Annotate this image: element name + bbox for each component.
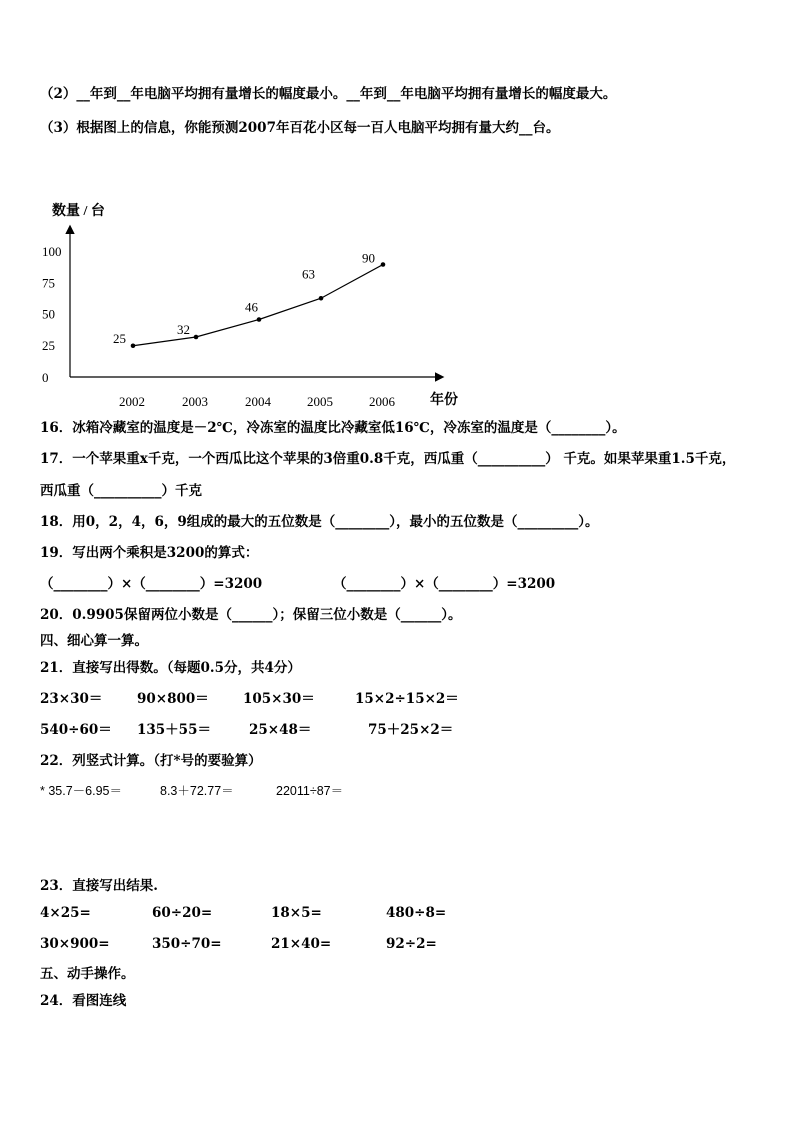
y-tick-label: 75 (42, 275, 55, 291)
x-tick-label: 2005 (307, 394, 333, 409)
question-23: 23．直接写出结果. (40, 878, 158, 894)
question-19: 19．写出两个乘积是3200的算式： (40, 545, 259, 561)
section-5-heading: 五、动手操作。 (40, 966, 135, 982)
q23-item: 60÷20= (152, 905, 213, 921)
data-point (257, 317, 262, 322)
q23-item: 21×40= (271, 936, 332, 952)
data-label: 46 (245, 299, 258, 315)
q21-item: 25×48＝ (249, 722, 312, 738)
data-label: 25 (113, 330, 126, 346)
x-tick-label: 2003 (182, 394, 208, 409)
question-22: 22．列竖式计算。（打*号的要验算） (40, 753, 262, 769)
q22-item: * 35.7－6.95＝ (40, 784, 122, 798)
question-17-line-2: 西瓜重（__________）千克 (40, 483, 202, 499)
question-24: 24．看图连线 (40, 993, 127, 1009)
data-point (131, 343, 136, 348)
x-axis-label: 年份 (430, 393, 458, 408)
x-tick-label: 2004 (245, 394, 271, 409)
q21-item: 23×30＝ (40, 691, 103, 707)
q22-item: 22011÷87＝ (276, 784, 344, 798)
series-line (133, 265, 383, 346)
q22-item: 8.3＋72.77＝ (160, 784, 234, 798)
question-19-expression-1: （________）×（________）=3200 (40, 576, 263, 592)
question-part-2: （2）__年到__年电脑平均拥有量增长的幅度最小。__年到__年电脑平均拥有量增长的幅度最大。 (40, 86, 617, 102)
question-17-line-1: 17．一个苹果重x千克，一个西瓜比这个苹果的3倍重0.8千克，西瓜重（__________） 千克。如果苹果重1.5千克， (40, 451, 736, 467)
q23-item: 18×5= (271, 905, 322, 921)
data-point (194, 335, 199, 340)
y-tick-label: 0 (42, 370, 49, 385)
question-18: 18．用0，2，4，6，9组成的最大的五位数是（________），最小的五位数是（_________）。 (40, 514, 599, 530)
question-16: 16．冰箱冷藏室的温度是－2℃，冷冻室的温度比冷藏室低16℃，冷冻室的温度是（________）。 (40, 420, 626, 436)
data-label: 32 (177, 322, 190, 337)
q23-item: 480÷8= (386, 905, 447, 921)
q23-item: 350÷70= (152, 936, 222, 952)
question-part-3: （3）根据图上的信息，你能预测2007年百花小区每一百人电脑平均拥有量大约__台。 (40, 120, 560, 136)
x-tick-label: 2006 (369, 394, 395, 409)
q21-item: 105×30＝ (243, 691, 315, 707)
q23-item: 4×25= (40, 905, 91, 921)
y-tick-label: 100 (42, 244, 62, 259)
x-tick-label: 2002 (119, 394, 145, 409)
section-4-heading: 四、细心算一算。 (40, 633, 148, 649)
question-19-expression-2: （________）×（________）=3200 (333, 576, 556, 592)
q21-item: 15×2÷15×2＝ (355, 691, 459, 707)
y-tick-label: 50 (42, 306, 55, 322)
data-point (319, 296, 324, 301)
q21-item: 135＋55＝ (137, 722, 211, 738)
y-tick-label: 25 (42, 337, 55, 353)
q21-item: 75＋25×2＝ (368, 722, 454, 738)
q23-item: 30×900= (40, 936, 110, 952)
question-21: 21．直接写出得数。（每题0.5分，共4分） (40, 660, 301, 676)
data-label: 90 (362, 250, 375, 266)
y-axis-label: 数量 / 台 (52, 204, 105, 219)
data-point (381, 262, 386, 267)
question-20: 20．0.9905保留两位小数是（______）；保留三位小数是（______）。 (40, 607, 462, 623)
line-chart (0, 192, 794, 422)
data-label: 63 (302, 266, 315, 282)
q21-item: 540÷60＝ (40, 722, 112, 738)
q23-item: 92÷2= (386, 936, 437, 952)
q21-item: 90×800＝ (137, 691, 209, 707)
